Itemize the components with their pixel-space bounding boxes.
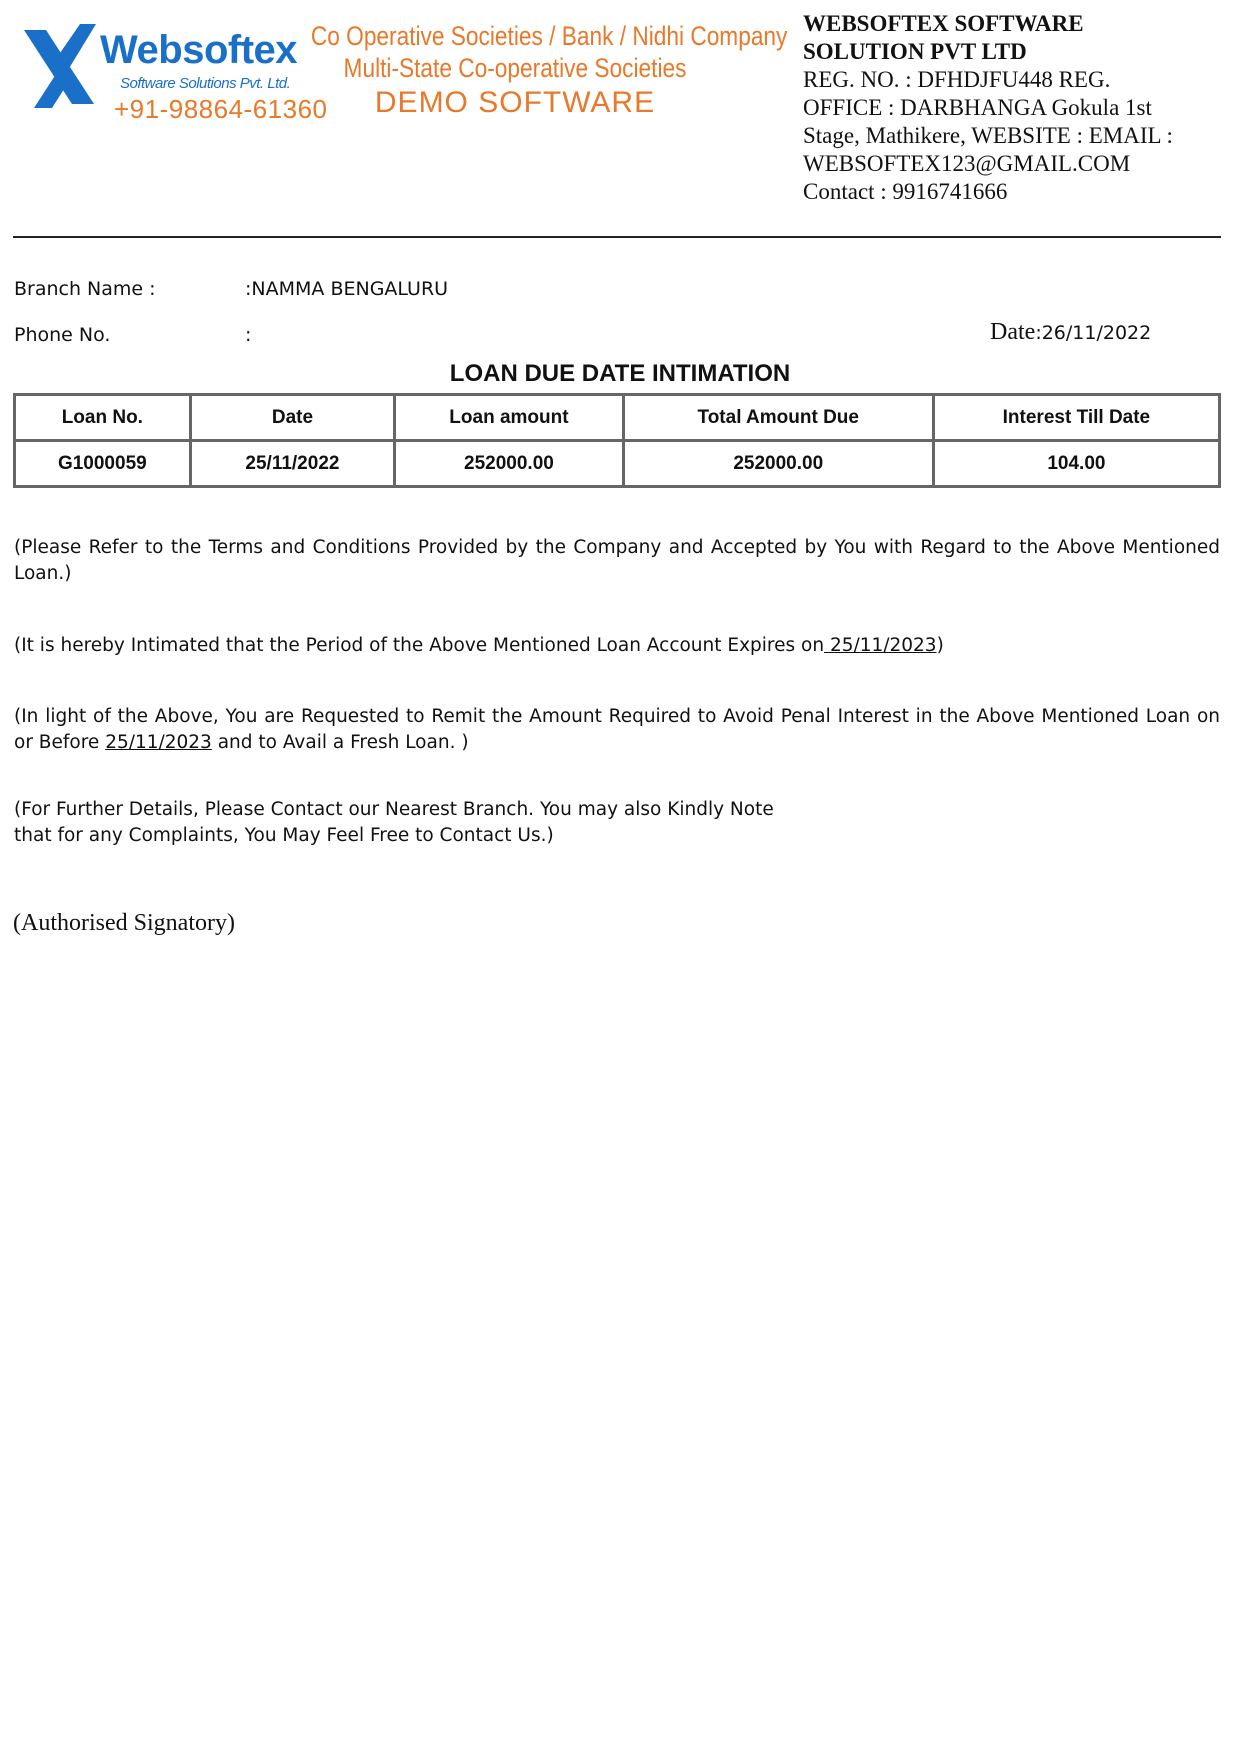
cell-loan-amount: 252000.00 xyxy=(395,441,623,487)
company-contact: Contact : 9916741666 xyxy=(803,179,1008,204)
loan-table xyxy=(13,393,1221,488)
websoftex-x-logo-icon xyxy=(24,24,100,110)
logo-tagline: Software Solutions Pvt. Ltd. xyxy=(120,75,291,92)
logo-line-3: DEMO SOFTWARE xyxy=(374,86,656,119)
contact-line-2: that for any Complaints, You May Feel Free to Contact Us.) xyxy=(14,825,554,846)
document-title: LOAN DUE DATE INTIMATION xyxy=(449,360,791,387)
company-logo xyxy=(24,20,788,130)
header-divider xyxy=(13,236,1221,238)
branch-label: Branch Name : xyxy=(14,278,156,300)
company-name-line-2: SOLUTION PVT LTD xyxy=(803,39,1027,64)
cell-interest-till-date: 104.00 xyxy=(933,441,1219,487)
header-loan-no: Loan No. xyxy=(15,395,191,441)
logo-phone: +91-98864-61360 xyxy=(114,94,328,124)
header-interest-till-date: Interest Till Date xyxy=(933,395,1219,441)
cell-date: 25/11/2022 xyxy=(190,441,395,487)
branch-row xyxy=(0,278,1240,304)
address-line-2: OFFICE : DARBHANGA Gokula 1st xyxy=(803,95,1152,120)
logo-line-2: Multi-State Co-operative Societies xyxy=(343,53,687,83)
logo-name: Websoftex xyxy=(100,28,298,72)
phone-row xyxy=(0,319,1240,354)
date-colon: : xyxy=(1035,322,1042,344)
remit-date: 25/11/2023 xyxy=(105,732,212,753)
company-name-line-1: WEBSOFTEX SOFTWARE xyxy=(803,11,1084,36)
header-total-amount-due: Total Amount Due xyxy=(623,395,933,441)
branch-value: NAMMA BENGALURU xyxy=(251,278,449,300)
logo-product-text xyxy=(272,20,788,122)
expiry-text: (It is hereby Intimated that the Period of the Above Mentioned Loan Account Expires on xyxy=(14,635,825,656)
contact-paragraph xyxy=(14,797,1220,849)
remit-paragraph xyxy=(14,704,1220,756)
expiry-close: ) xyxy=(936,635,944,656)
table-row xyxy=(15,441,1220,487)
header-loan-amount: Loan amount xyxy=(395,395,623,441)
remit-close: and to Avail a Fresh Loan. ) xyxy=(211,732,469,753)
date-block xyxy=(990,319,1151,346)
address-line-4: WEBSOFTEX123@GMAIL.COM xyxy=(803,151,1131,176)
phone-colon: : xyxy=(245,324,252,346)
header-date: Date xyxy=(190,395,395,441)
terms-paragraph: (Please Refer to the Terms and Conditions Provided by the Company and Accepted by You with Regard to the Above Mentioned Loan.) xyxy=(14,537,1220,584)
cell-total-amount-due: 252000.00 xyxy=(623,441,933,487)
table-header-row xyxy=(15,395,1220,441)
phone-label: Phone No. xyxy=(14,324,111,346)
address-line-3: Stage, Mathikere, WEBSITE : EMAIL : xyxy=(803,123,1173,148)
phone-value-wrap xyxy=(245,324,251,346)
expiry-date: 25/11/2023 xyxy=(824,635,937,656)
date-value: 26/11/2022 xyxy=(1041,322,1152,344)
authorised-signatory: (Authorised Signatory) xyxy=(13,910,235,936)
branch-colon: : xyxy=(245,278,252,300)
address-line-1: REG. NO. : DFHDJFU448 REG. xyxy=(803,67,1111,92)
expiry-paragraph xyxy=(14,633,1220,659)
company-address-block xyxy=(803,10,1223,206)
contact-line-1: (For Further Details, Please Contact our Nearest Branch. You may also Kindly Note xyxy=(14,799,774,820)
date-label: Date xyxy=(990,319,1036,345)
cell-loan-no: G1000059 xyxy=(15,441,191,487)
branch-value-wrap xyxy=(245,278,448,300)
remit-text: (In light of the Above, You are Requested to Remit the Amount Required to Avoid Penal Interest in the Above Mentioned Loan on or Before xyxy=(14,706,1220,753)
logo-line-1: Co Operative Societies / Bank / Nidhi Company xyxy=(310,21,788,51)
